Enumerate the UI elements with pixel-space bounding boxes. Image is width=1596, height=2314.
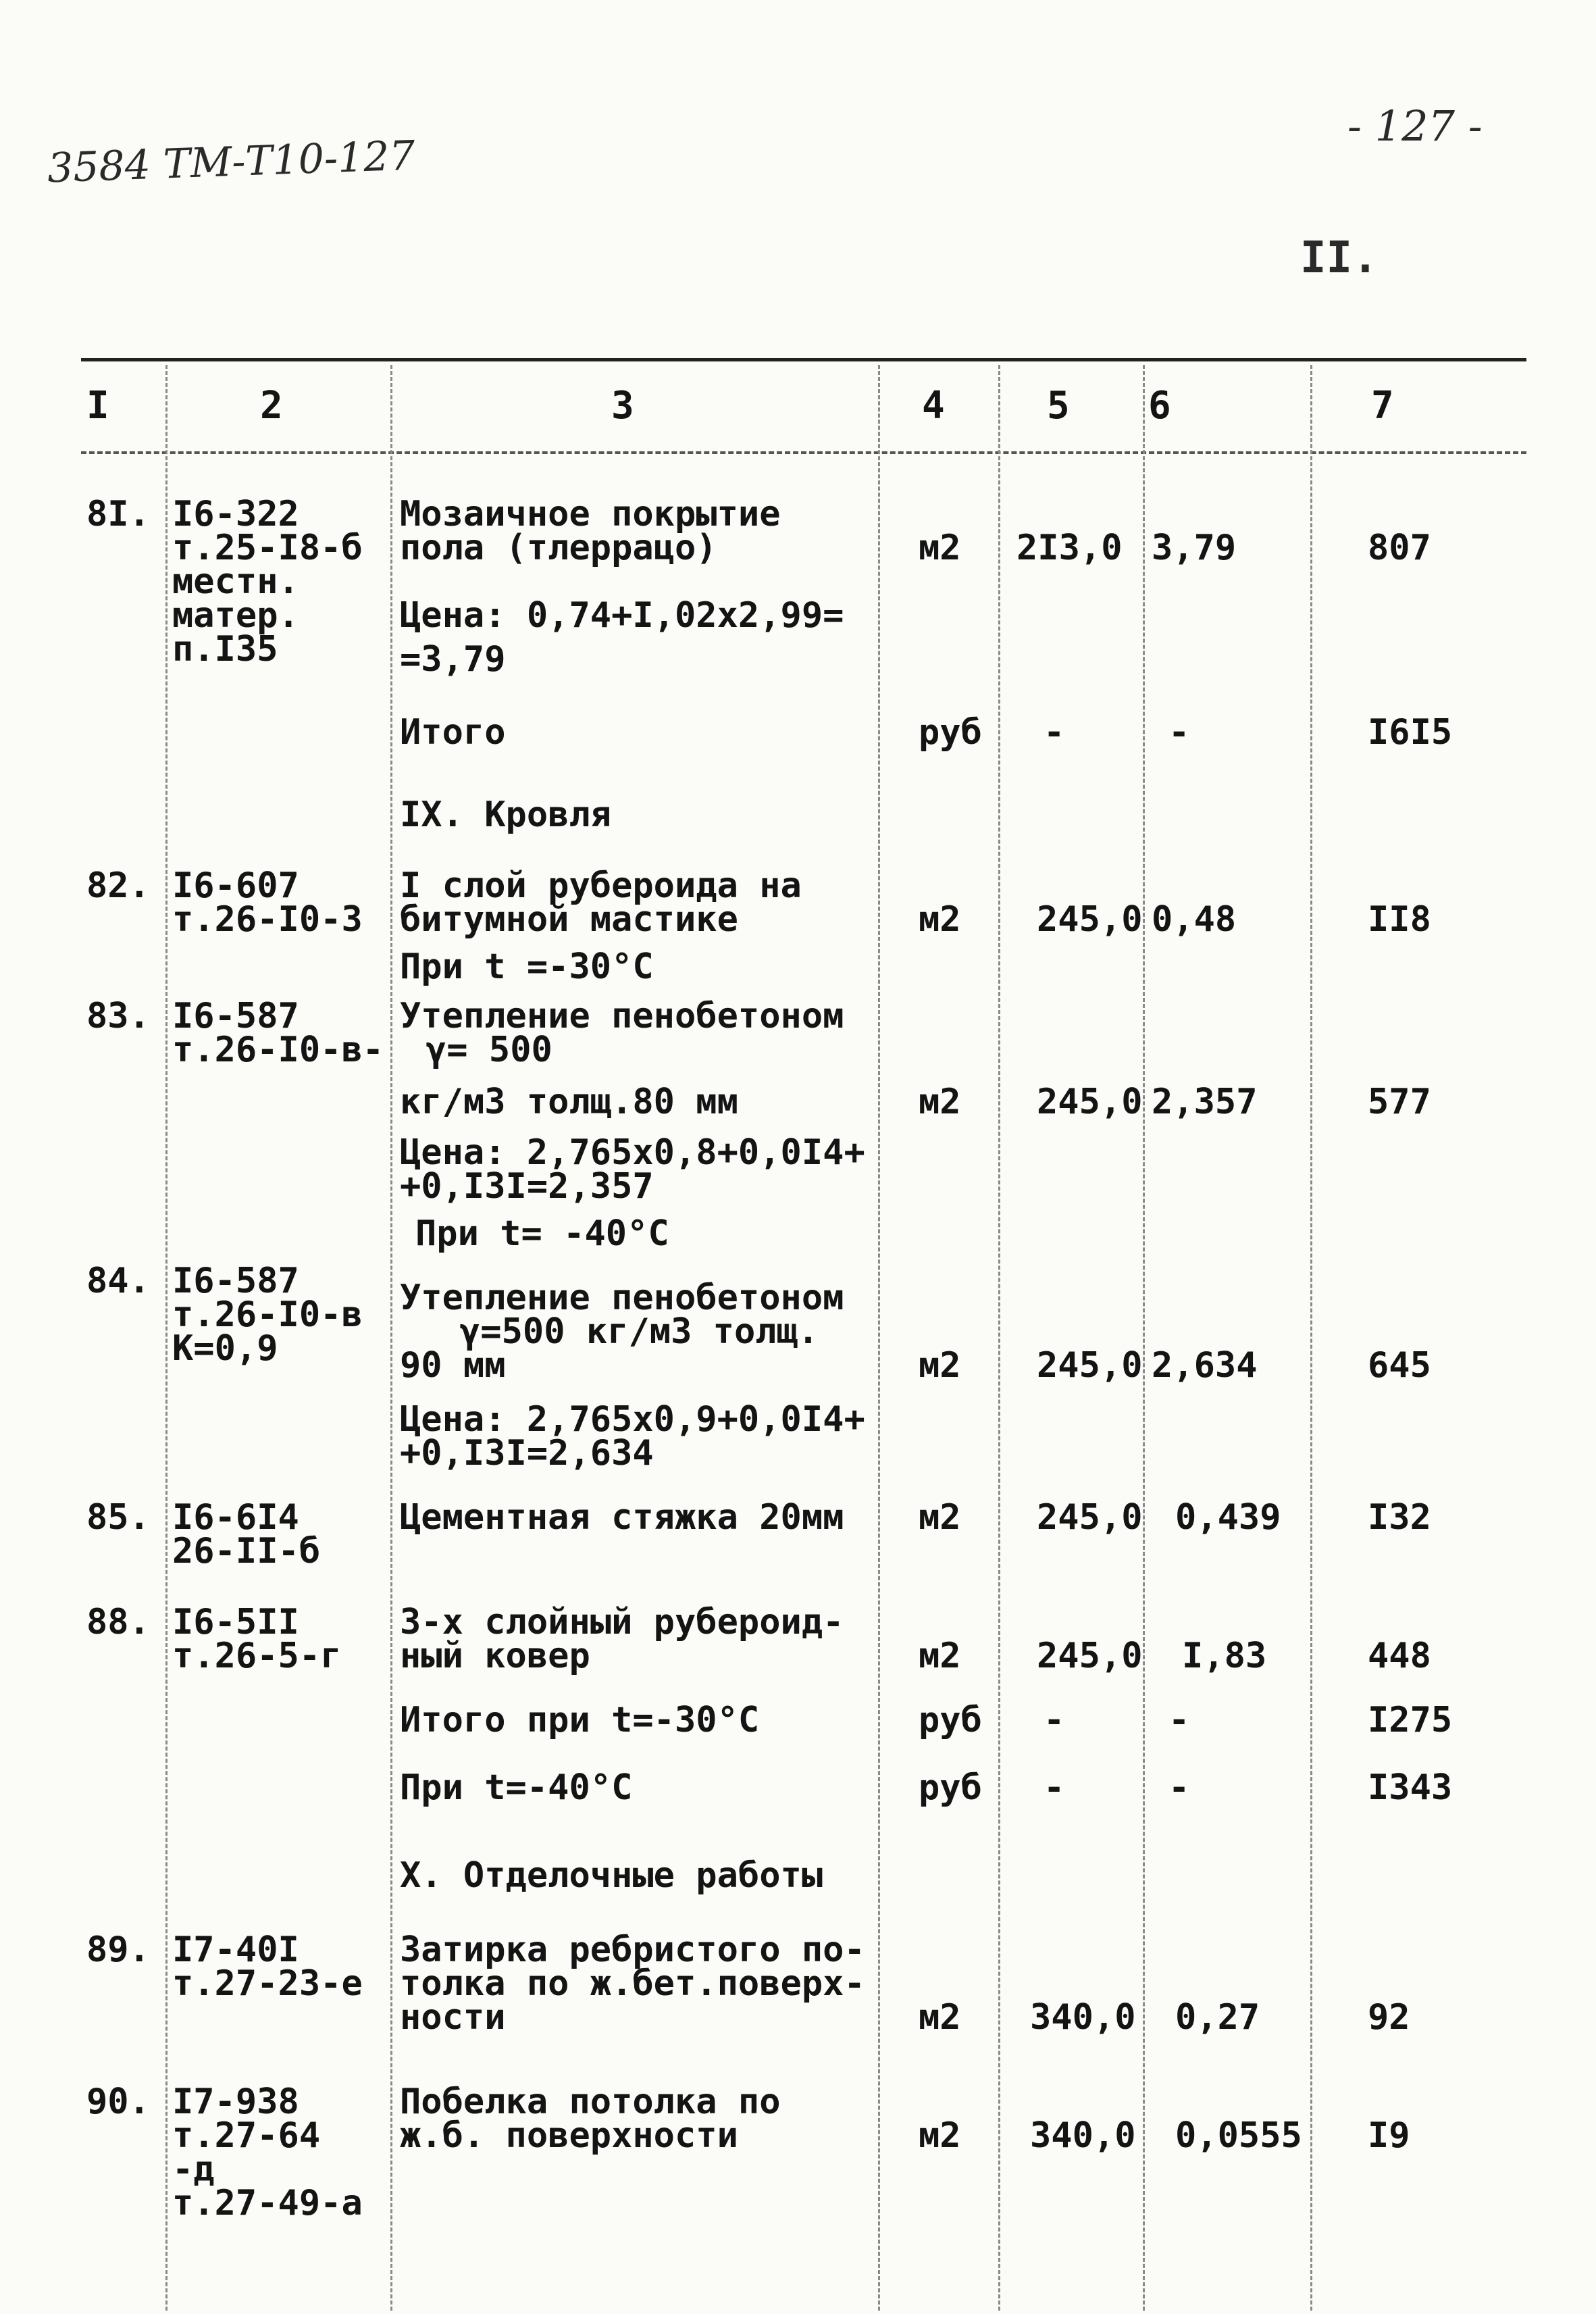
row-code: I6-322 [172, 494, 299, 534]
row-description: 90 мм [400, 1345, 506, 1386]
row-quantity: 245,0 [1037, 1497, 1143, 1538]
row-description: битумной мастике [400, 899, 738, 940]
row-total: 645 [1368, 1345, 1431, 1386]
row-unit: м2 [919, 1997, 961, 2038]
row-code: I7-40I [172, 1930, 299, 1970]
row-note: Цена: 2,765х0,8+0,0I4+ [400, 1132, 865, 1173]
row-quantity: 245,0 [1037, 1082, 1143, 1122]
section-title: IX. Кровля [400, 795, 612, 835]
row-description: ности [400, 1997, 506, 2038]
row-note: Цена: 0,74+I,02х2,99= [400, 595, 844, 636]
row-code: т.27-64 [172, 2115, 321, 2156]
row-code: п.I35 [172, 629, 278, 670]
row-note: =3,79 [400, 639, 506, 680]
column-divider [390, 365, 392, 2311]
header-col-5: 5 [1047, 384, 1070, 428]
row-code: 26-II-б [172, 1531, 321, 1571]
column-divider [1310, 365, 1312, 2311]
row-code: I6-5II [172, 1602, 299, 1642]
row-description: I слой рубероида на [400, 865, 802, 906]
row-code: -д [172, 2149, 215, 2190]
row-code: I6-587 [172, 996, 299, 1036]
row-unit: руб [919, 712, 982, 753]
row-code: К=0,9 [172, 1328, 278, 1369]
row-code: местн. [172, 561, 299, 602]
section-mark: II. [1300, 233, 1379, 283]
row-description: кг/м3 толщ.80 мм [400, 1082, 738, 1122]
section-title: X. Отделочные работы [400, 1855, 823, 1896]
row-description: 3-х слойный рубероид- [400, 1602, 844, 1642]
itogo-label: Итого [400, 712, 506, 753]
row-code: I6-587 [172, 1261, 299, 1301]
row-code: I6-6I4 [172, 1497, 299, 1538]
row-code: I6-607 [172, 865, 299, 906]
row-price: 2,357 [1152, 1082, 1258, 1122]
row-unit: м2 [919, 1636, 961, 1676]
row-code: т.27-49-а [172, 2183, 363, 2223]
row-description: Побелка потолка по [400, 2082, 781, 2122]
row-unit: м2 [919, 1497, 961, 1538]
row-number: 85. [86, 1497, 150, 1538]
row-quantity: 2I3,0 [1016, 528, 1123, 568]
header-col-2: 2 [260, 384, 283, 428]
row-number: 82. [86, 865, 150, 906]
row-description: пола (тлеррацо) [400, 528, 717, 568]
row-price: 3,79 [1152, 528, 1237, 568]
row-total: I32 [1368, 1497, 1431, 1538]
row-code: т.26-5-г [172, 1636, 342, 1676]
row-total: I343 [1368, 1767, 1453, 1808]
row-note: При t =-30°С [400, 947, 654, 987]
row-code: т.26-I0-3 [172, 899, 363, 940]
row-code: матер. [172, 595, 299, 636]
column-divider [878, 365, 880, 2311]
row-unit: руб [919, 1767, 982, 1808]
header-bottom-rule [81, 451, 1526, 454]
row-unit: м2 [919, 1345, 961, 1386]
row-description: толка по ж.бет.поверх- [400, 1963, 865, 2004]
row-total: I275 [1368, 1700, 1453, 1740]
row-description: γ=500 кг/м3 толщ. [459, 1311, 819, 1352]
row-note: +0,I3I=2,357 [400, 1166, 654, 1207]
column-divider [165, 365, 168, 2311]
header-col-6: 6 [1148, 384, 1171, 428]
page-number: - 127 - [1347, 101, 1483, 151]
row-number: 90. [86, 2082, 150, 2122]
row-code: т.27-23-е [172, 1963, 363, 2004]
row-code: т.25-I8-б [172, 528, 363, 568]
row-unit: м2 [919, 2115, 961, 2156]
row-quantity: - [1044, 1767, 1065, 1808]
row-price: - [1168, 1767, 1190, 1808]
row-unit: м2 [919, 528, 961, 568]
column-divider [998, 365, 1000, 2311]
row-description: Утепление пенобетоном [400, 996, 844, 1036]
row-description: Мозаичное покрытие [400, 494, 781, 534]
row-note: Цена: 2,765х0,9+0,0I4+ [400, 1399, 865, 1440]
row-price: I,83 [1182, 1636, 1267, 1676]
row-quantity: 245,0 [1037, 1636, 1143, 1676]
row-price: 0,439 [1175, 1497, 1281, 1538]
row-price: 0,0555 [1175, 2115, 1302, 2156]
row-price: 0,27 [1175, 1997, 1260, 2038]
row-price: 0,48 [1152, 899, 1237, 940]
row-quantity: 340,0 [1030, 2115, 1136, 2156]
header-col-1: I [86, 384, 109, 428]
row-total: 807 [1368, 528, 1431, 568]
row-quantity: 245,0 [1037, 1345, 1143, 1386]
row-number: 83. [86, 996, 150, 1036]
row-description: Затирка ребристого по- [400, 1930, 865, 1970]
header-col-4: 4 [922, 384, 945, 428]
header-col-7: 7 [1371, 384, 1394, 428]
row-description: Утепление пенобетоном [400, 1278, 844, 1318]
row-description: γ= 500 [426, 1030, 552, 1070]
row-unit: руб [919, 1700, 982, 1740]
row-number: 84. [86, 1261, 150, 1301]
document-code: 3584 ТМ-Т10-127 [46, 132, 416, 193]
row-number: 89. [86, 1930, 150, 1970]
header-col-3: 3 [611, 384, 634, 428]
row-price: 2,634 [1152, 1345, 1258, 1386]
itogo-label: При t=-40°С [400, 1767, 633, 1808]
row-description: Цементная стяжка 20мм [400, 1497, 844, 1538]
row-note: +0,I3I=2,634 [400, 1433, 654, 1474]
table-top-rule [81, 358, 1526, 361]
row-total: 577 [1368, 1082, 1431, 1122]
row-note: При t= -40°С [415, 1213, 669, 1254]
row-description: ж.б. поверхности [400, 2115, 738, 2156]
row-quantity: - [1044, 1700, 1065, 1740]
row-unit: м2 [919, 1082, 961, 1122]
row-total: 92 [1368, 1997, 1410, 2038]
row-total: 448 [1368, 1636, 1431, 1676]
row-total: I9 [1368, 2115, 1410, 2156]
column-divider [1143, 365, 1145, 2311]
row-description: ный ковер [400, 1636, 590, 1676]
row-number: 88. [86, 1602, 150, 1642]
row-total: I6I5 [1368, 712, 1453, 753]
itogo-label: Итого при t=-30°С [400, 1700, 760, 1740]
row-code: I7-938 [172, 2082, 299, 2122]
row-price: - [1168, 712, 1190, 753]
row-code: т.26-I0-в [172, 1294, 363, 1335]
row-number: 8I. [86, 494, 150, 534]
row-price: - [1168, 1700, 1190, 1740]
row-unit: м2 [919, 899, 961, 940]
row-quantity: - [1044, 712, 1065, 753]
row-total: II8 [1368, 899, 1431, 940]
row-code: т.26-I0-в- [172, 1030, 384, 1070]
row-quantity: 245,0 [1037, 899, 1143, 940]
row-quantity: 340,0 [1030, 1997, 1136, 2038]
